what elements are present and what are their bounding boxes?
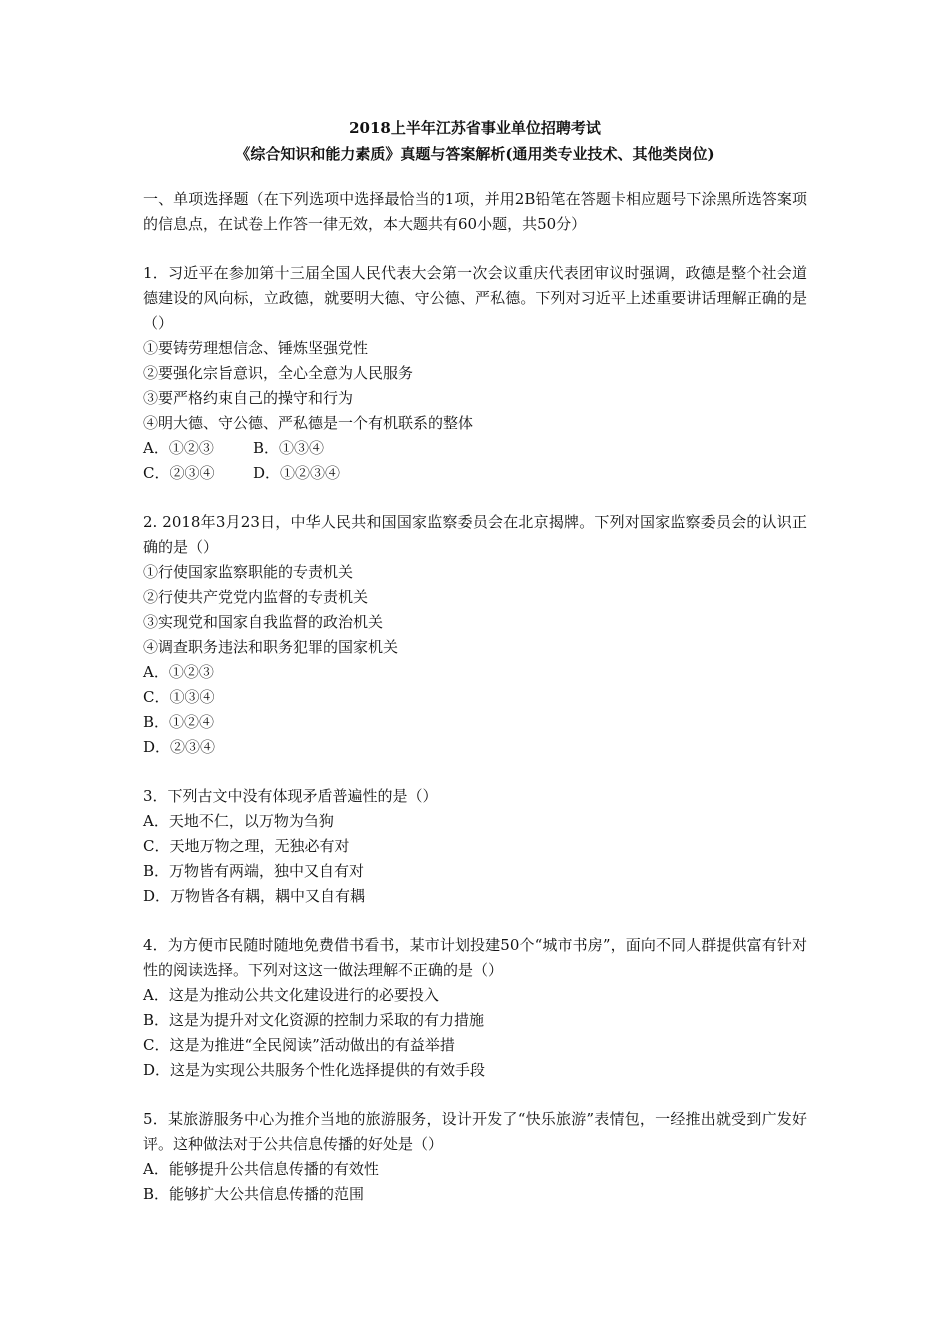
question-stem: 5．某旅游服务中心为推介当地的旅游服务，设计开发了“快乐旅游”表情包，一经推出就受到广发好评。这种做法对于公共信息传播的好处是（） xyxy=(143,1110,807,1153)
answer-option: B．①②④ xyxy=(143,713,215,731)
answer-option: B．万物皆有两端，独中又自有对 xyxy=(143,862,365,880)
question-stem: 4．为方便市民随时随地免费借书看书，某市计划投建50个“城市书房”，面向不同人群提供富有针对性的阅读选择。下列对这这一做法理解不正确的是（） xyxy=(143,936,807,979)
answer-option-b: B．①③④ xyxy=(253,439,325,457)
answer-options-row xyxy=(143,436,807,461)
answer-option: B．这是为提升对文化资源的控制力采取的有力措施 xyxy=(143,1011,485,1029)
answer-option-c: C．②③④ xyxy=(143,464,215,482)
answer-options-row xyxy=(143,461,807,486)
exam-title: 2018上半年江苏省事业单位招聘考试 xyxy=(349,119,601,137)
question-stem: 3．下列古文中没有体现矛盾普遍性的是（） xyxy=(143,787,438,805)
statement-item: ③实现党和国家自我监督的政治机关 xyxy=(143,613,384,631)
answer-option: D．②③④ xyxy=(143,738,216,756)
question-4 xyxy=(143,933,807,1083)
answer-option: A．这是为推动公共文化建设进行的必要投入 xyxy=(143,986,439,1004)
answer-option: D．万物皆各有耦，耦中又自有耦 xyxy=(143,887,366,905)
answer-option: C．这是为推进“全民阅读”活动做出的有益举措 xyxy=(143,1036,455,1054)
question-1 xyxy=(143,261,807,486)
answer-option: A．①②③ xyxy=(143,663,214,681)
statement-item: ①行使国家监察职能的专责机关 xyxy=(143,563,354,581)
statement-item: ②行使共产党党内监督的专责机关 xyxy=(143,588,369,606)
answer-option: C．天地万物之理，无独必有对 xyxy=(143,837,350,855)
statement-item: ③要严格约束自己的操守和行为 xyxy=(143,389,354,407)
answer-option: C．①③④ xyxy=(143,688,215,706)
question-stem: 2. 2018年3月23日，中华人民共和国国家监察委员会在北京揭牌。下列对国家监察委员会的认识正确的是（） xyxy=(143,513,807,556)
answer-option-d: D．①②③④ xyxy=(253,464,341,482)
question-stem: 1．习近平在参加第十三届全国人民代表大会第一次会议重庆代表团审议时强调，政德是整个社会道德建设的风向标，立政德，就要明大德、守公德、严私德。下列对习近平上述重要讲话理解正确的是（） xyxy=(143,264,807,332)
statement-item: ②要强化宗旨意识，全心全意为人民服务 xyxy=(143,364,414,382)
exam-subtitle: 《综合知识和能力素质》真题与答案解析(通用类专业技术、其他类岗位) xyxy=(235,145,715,163)
answer-option: B．能够扩大公共信息传播的范围 xyxy=(143,1185,365,1203)
question-3 xyxy=(143,784,807,909)
statement-item: ①要铸劳理想信念、锤炼坚强党性 xyxy=(143,339,369,357)
section-instruction: 一、单项选择题（在下列选项中选择最恰当的1项，并用2B铅笔在答题卡相应题号下涂黑所选答案项的信息点，在试卷上作答一律无效，本大题共有60小题，共50分） xyxy=(143,190,807,233)
statement-item: ④调查职务违法和职务犯罪的国家机关 xyxy=(143,638,399,656)
answer-option: A．能够提升公共信息传播的有效性 xyxy=(143,1160,379,1178)
answer-option: A．天地不仁，以万物为刍狗 xyxy=(143,812,334,830)
answer-option: D．这是为实现公共服务个性化选择提供的有效手段 xyxy=(143,1061,486,1079)
question-5 xyxy=(143,1107,807,1207)
answer-option-a: A．①②③ xyxy=(143,439,214,457)
question-2 xyxy=(143,510,807,760)
statement-item: ④明大德、守公德、严私德是一个有机联系的整体 xyxy=(143,414,474,432)
